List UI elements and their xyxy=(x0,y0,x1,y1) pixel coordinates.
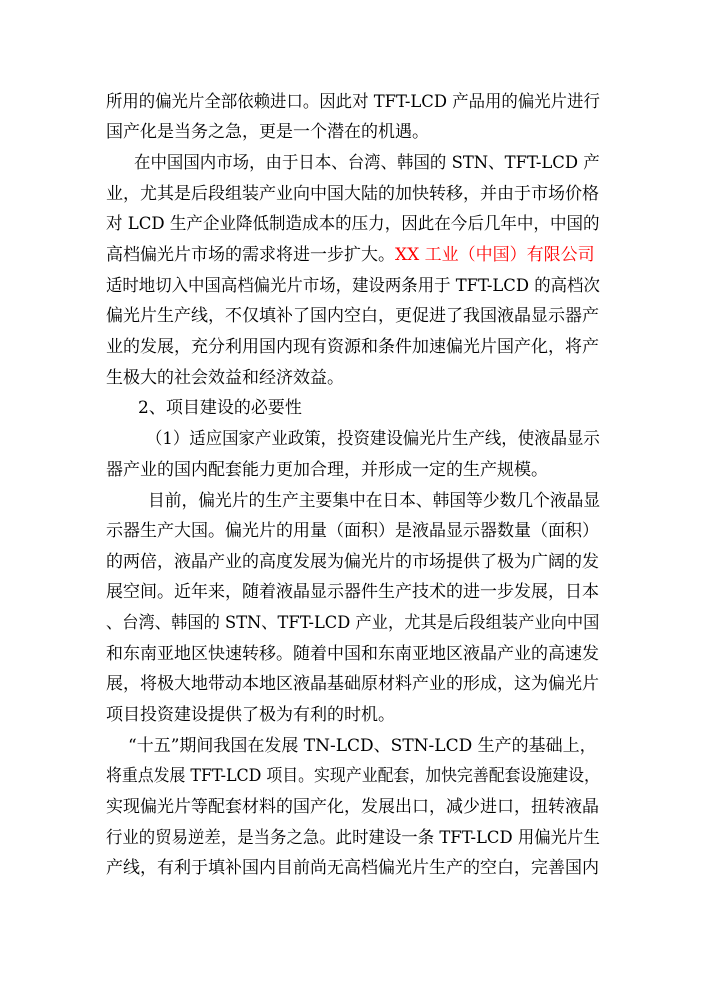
text-line-6-main: 高档偏光片市场的需求将进一步扩大。 xyxy=(106,245,395,265)
text-line-8: 偏光片生产线，不仅填补了国内空白，更促进了我国液晶显示器产 xyxy=(106,306,599,326)
text-line-2: 国产化是当务之急，更是一个潜在的机遇。 xyxy=(106,122,429,142)
text-line-18: 、台湾、韩国的 STN、TFT-LCD 产业，尤其是后段组装产业向中国 xyxy=(106,613,600,633)
text-line-25: 行业的贸易逆差，是当务之急。此时建设一条 TFT-LCD 用偏光片生 xyxy=(106,828,600,848)
text-line-21: 项目投资建设提供了极为有利的时机。 xyxy=(106,705,395,725)
text-line-14: 目前，偏光片的生产主要集中在日本、韩国等少数几个液晶显 xyxy=(148,491,601,511)
text-line-26: 产线，有利于填补国内目前尚无高档偏光片生产的空白，完善国内 xyxy=(106,858,599,878)
text-line-16: 的两倍，液晶产业的高度发展为偏光片的市场提供了极为广阔的发 xyxy=(106,552,599,572)
text-line-1: 所用的偏光片全部依赖进口。因此对 TFT-LCD 产品用的偏光片进行 xyxy=(106,92,600,112)
text-line-9: 业的发展，充分利用国内现有资源和条件加速偏光片国产化，将产 xyxy=(106,337,599,357)
text-line-10: 生极大的社会效益和经济效益。 xyxy=(106,368,344,388)
text-line-15: 示器生产大国。偏光片的用量（面积）是液晶显示器数量（面积） xyxy=(106,521,599,541)
text-line-19: 和东南亚地区快速转移。随着中国和东南亚地区液晶产业的高速发 xyxy=(106,644,599,664)
text-line-17: 展空间。近年来，随着液晶显示器件生产技术的进一步发展，日本 xyxy=(106,582,599,602)
text-line-7: 适时地切入中国高档偏光片市场，建设两条用于 TFT-LCD 的高档次 xyxy=(106,276,600,296)
text-line-5: 对 LCD 生产企业降低制造成本的压力，因此在今后几年中，中国的 xyxy=(106,214,600,234)
section-heading: 2、项目建设的必要性 xyxy=(138,398,302,418)
text-line-4: 业，尤其是后段组装产业向中国大陆的加快转移，并由于市场价格 xyxy=(106,184,599,204)
text-line-24: 实现偏光片等配套材料的国产化，发展出口，减少进口，扭转液晶 xyxy=(106,797,599,817)
text-line-20: 展，将极大地带动本地区液晶基础原材料产业的形成，这为偏光片 xyxy=(106,674,599,694)
text-line-12: （1）适应国家产业政策，投资建设偏光片生产线，使液晶显示 xyxy=(146,429,600,449)
text-line-22: “十五”期间我国在发展 TN-LCD、STN-LCD 生产的基础上， xyxy=(128,736,597,756)
text-line-13: 器产业的国内配套能力更加合理，并形成一定的生产规模。 xyxy=(106,460,548,480)
text-line-6 xyxy=(106,244,595,266)
company-name-highlight: XX 工业（中国）有限公司 xyxy=(395,245,595,265)
text-line-23: 将重点发展 TFT-LCD 项目。实现产业配套，加快完善配套设施建设， xyxy=(106,766,600,786)
text-line-3: 在中国国内市场，由于日本、台湾、韩国的 STN、TFT-LCD 产 xyxy=(134,153,600,173)
